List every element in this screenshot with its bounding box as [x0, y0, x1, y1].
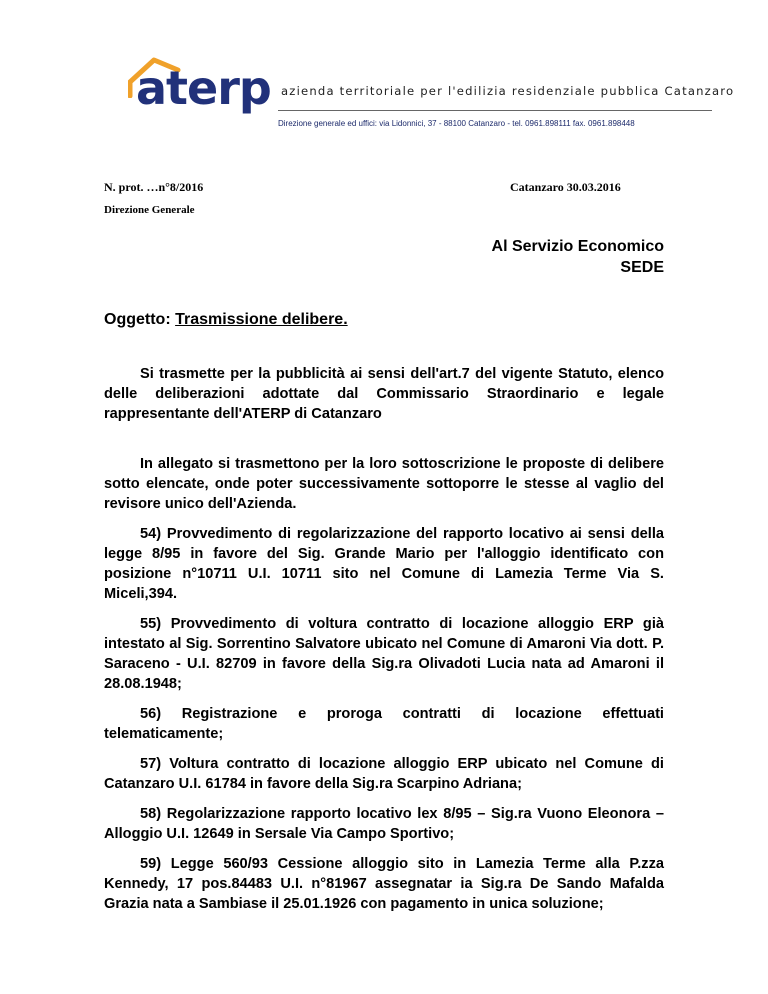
recipient-block [492, 236, 664, 278]
deliberation-item: 58) Regolarizzazione rapporto locativo lex 8/95 – Sig.ra Vuono Eleonora – Alloggio U.I. 12649 in Sersale Via Campo Sportivo; [104, 806, 664, 842]
organization-tagline: azienda territoriale per l'edilizia residenziale pubblica Catanzaro [281, 84, 735, 98]
issuing-office: Direzione Generale [104, 204, 195, 216]
recipient-line-2: SEDE [620, 259, 664, 276]
letter-body [104, 364, 664, 924]
deliberation-item: 57) Voltura contratto di locazione alloggio ERP ubicato nel Comune di Catanzaro U.I. 61784 in favore della Sig.ra Scarpino Adriana; [104, 756, 664, 792]
deliberation-item: 55) Provvedimento di voltura contratto di locazione alloggio ERP già intestato al Sig. Sorrentino Salvatore ubicato nel Comune di Amaroni Via dott. P. Saraceno - U.I. 82709 in favore della Sig.ra Olivadoti Lucia nata ad Amaroni il 28.08.1948; [104, 616, 664, 692]
body-paragraph: Si trasmette per la pubblicità ai sensi dell'art.7 del vigente Statuto, elenco delle deliberazioni adottate dal Commissario Straordinario e legale rappresentante dell'ATERP di Catanzaro [104, 366, 664, 422]
logo-text: aterp [136, 61, 271, 115]
deliberation-item: 56) Registrazione e proroga contratti di locazione effettuati telematicamente; [104, 706, 664, 742]
organization-address: Direzione generale ed uffici: via Lidonnici, 37 - 88100 Catanzaro - tel. 0961.898111 fax. 0961.898448 [278, 119, 635, 128]
subject-label: Oggetto: [104, 311, 171, 328]
subject-text: Trasmissione delibere. [175, 311, 348, 328]
body-paragraph: In allegato si trasmettono per la loro sottoscrizione le proposte di delibere sotto elencate, onde poter successivamente sottoporre le stesse al vaglio del revisore unico dell'Azienda. [104, 456, 664, 512]
protocol-number: N. prot. …n°8/2016 [104, 180, 204, 194]
deliberation-item: 54) Provvedimento di regolarizzazione del rapporto locativo ai sensi della legge 8/95 in favore del Sig. Grande Mario per l'alloggio identificato con posizione n°10711 U.I. 10711 sito nel Comune di Lamezia Terme Via S. Miceli,394. [104, 526, 664, 602]
deliberation-item: 59) Legge 560/93 Cessione alloggio sito in Lamezia Terme alla P.zza Kennedy, 17 pos.84483 U.I. n°81967 assegnatar ia Sig.ra De Sando Mafalda Grazia nata a Sambiase il 25.01.1926 con pagamento in unica soluzione; [104, 856, 664, 912]
aterp-logo [128, 52, 276, 118]
recipient-line-1: Al Servizio Economico [491, 238, 664, 255]
subject-line [104, 311, 348, 329]
header-divider [278, 110, 712, 111]
document-date: Catanzaro 30.03.2016 [510, 180, 621, 194]
